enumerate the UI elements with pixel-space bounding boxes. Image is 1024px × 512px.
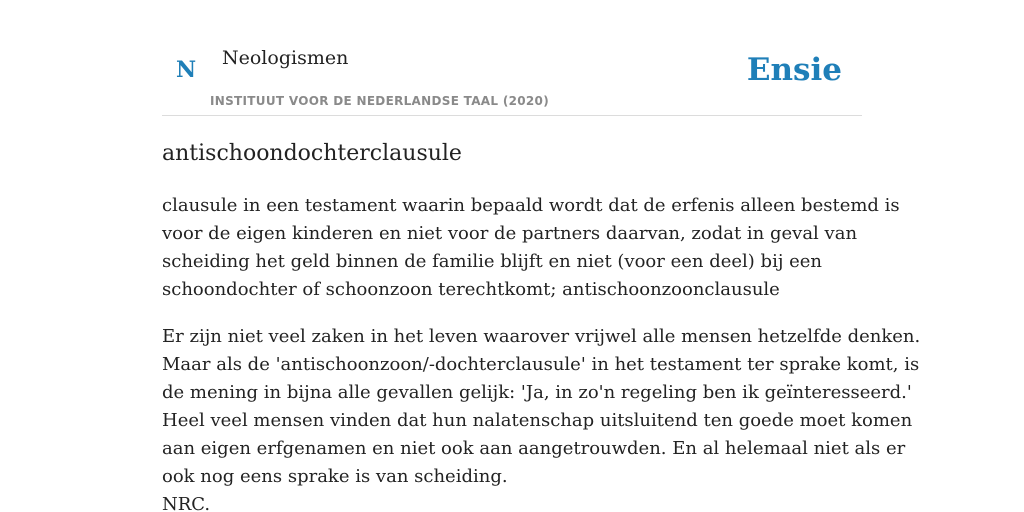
definition-line: scheiding het geld binnen de familie blijft en niet (voor een deel) bij een [162,251,823,272]
example-line: aan eigen erfgenamen en niet ook aan aangetrouwden. En al helemaal niet als er [162,438,906,459]
entry-term: antischoondochterclausule [162,141,462,166]
example-line: de mening in bijna alle gevallen gelijk: 'Ja, in zo'n regeling ben ik geïnteresseerd.' [162,382,912,403]
source-meta: INSTITUUT VOOR DE NEDERLANDSE TAAL (2020) [210,94,549,108]
entry-definition [162,192,900,304]
example-line: Maar als de 'antischoonzoon/-dochterclausule' in het testament ter sprake komt, is [162,354,920,375]
source-header [162,0,862,116]
source-name-link[interactable]: Neologismen [222,47,349,69]
definition-line: clausule in een testament waarin bepaald wordt dat de erfenis alleen bestemd is [162,195,900,216]
entry-card [162,0,921,512]
entry-example [162,323,921,512]
example-line: ook nog eens sprake is van scheiding. [162,466,508,487]
brand-logo[interactable]: Ensie [746,52,842,88]
definition-line: schoondochter of schoonzoon terechtkomt; antischoonzoonclausule [162,279,780,300]
source-logo-icon: N [176,57,197,83]
example-source: NRC. [162,494,211,512]
example-line: Heel veel mensen vinden dat hun nalatenschap uitsluitend ten goede moet komen [162,410,913,431]
definition-line: voor de eigen kinderen en niet voor de partners daarvan, zodat in geval van [162,223,858,244]
example-line: Er zijn niet veel zaken in het leven waarover vrijwel alle mensen hetzelfde denken. [162,326,921,347]
